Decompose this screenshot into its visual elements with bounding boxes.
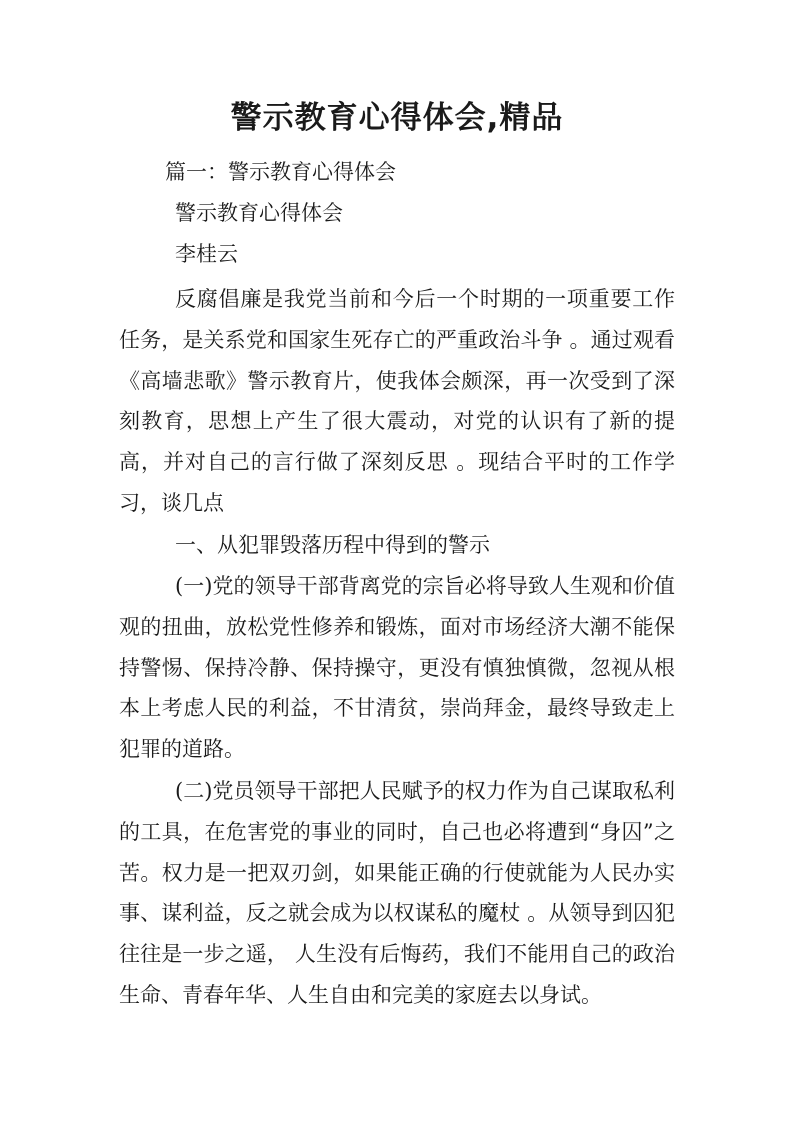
subtitle: 警示教育心得体会 — [175, 201, 343, 225]
paragraph-intro: 反腐倡廉是我党当前和今后一个时期的一项重要工作任务，是关系党和国家生死存亡的严重政治斗争 。通过观看《高墙悲歌》警示教育片，使我体会颇深，再一次受到了深刻教育，思想上产生了很大震动，对党的认识有了新的提高，并对自己的言行做了深刻反思 。现结合平时的工作学习，谈几点 — [119, 287, 675, 515]
section-heading: 一、从犯罪毁落历程中得到的警示 — [175, 533, 490, 557]
paragraph-point-one: (一)党的领导干部背离党的宗旨必将导致人生观和价值观的扭曲，放松党性修养和锻炼，面对市场经济大潮不能保持警惕、保持冷静、保持操守，更没有慎独慎微，忽视从根本上考虑人民的利益，不甘清贫，崇尚拜金，最终导致走上犯罪的道路。 — [119, 574, 675, 762]
document-title: 警示教育心得体会,精品 — [230, 100, 564, 136]
paragraph-point-two: (二)党员领导干部把人民赋予的权力作为自己谋取私利的工具，在危害党的事业的同时，自己也必将遭到“身囚”之苦。权力是一把双刃剑，如果能正确的行使就能为人民办实事、谋利益，反之就会成为以权谋私的魔杖 。从领导到囚犯往往是一步之遥， 人生没有后悔药，我们不能用自己的政治生命、青春年华、人生自由和完美的家庭去以身试。 — [119, 779, 675, 1007]
chapter-label: 篇一：警示教育心得体会 — [165, 160, 396, 184]
author: 李桂云 — [175, 242, 238, 266]
